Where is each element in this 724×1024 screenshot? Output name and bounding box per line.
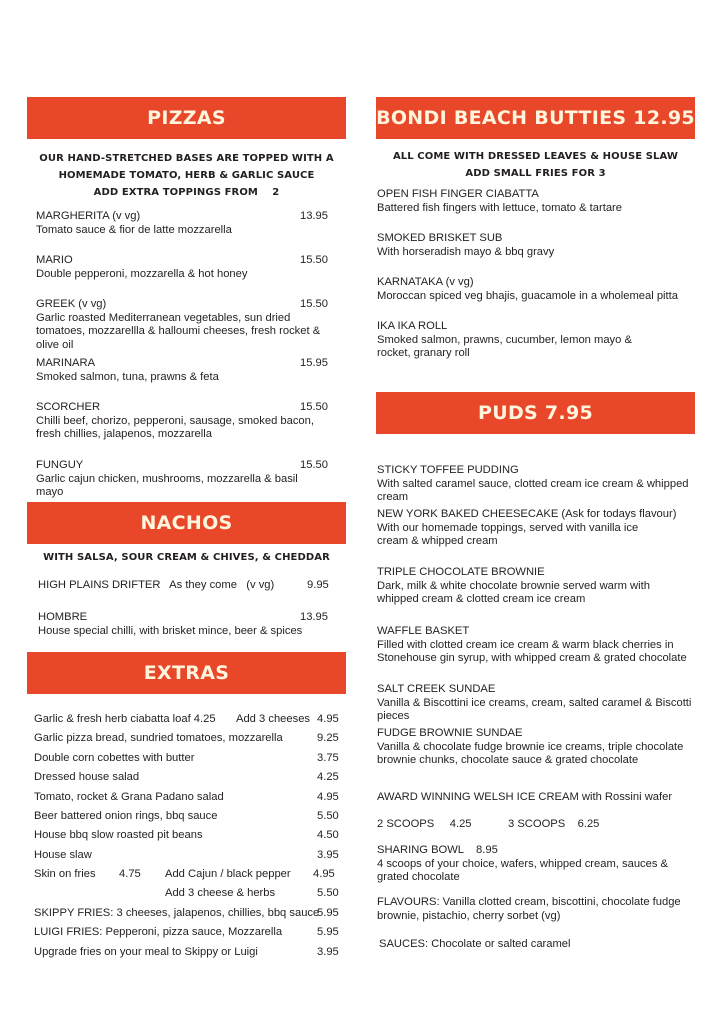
nacho-price: 9.95 [307, 579, 329, 591]
butty-desc: Moroccan spiced veg bhajis, guacamole in a wholemeal pitta [377, 289, 678, 302]
pud-desc: Filled with clotted cream ice cream & warm black cherries in Stonehouse gin syrup, with whipped cream & grated chocolate [377, 638, 687, 665]
extras-row-price: 4.25 [317, 771, 339, 783]
extras-row-base-price: 4.75 [119, 868, 141, 880]
butties-intro-line-1: ALL COME WITH DRESSED LEAVES & HOUSE SLAW [392, 151, 679, 162]
extras-row-label: Garlic pizza bread, sundried tomatoes, mozzarella [34, 732, 283, 744]
pizza-desc: Double pepperoni, mozzarella & hot honey [36, 267, 248, 280]
extras-row-price: 3.95 [317, 849, 339, 861]
pizza-price: 15.50 [300, 254, 328, 266]
extras-row-label: Dressed house salad [34, 771, 140, 783]
pizza-item [36, 357, 311, 384]
butty-title: SMOKED BRISKET SUB [377, 232, 503, 244]
extras-row-price: 4.95 [317, 791, 339, 803]
pizza-item [36, 210, 311, 237]
pizza-title: FUNGUY [36, 459, 84, 471]
pizza-price: 15.50 [300, 298, 328, 310]
extras-row-price: 5.50 [317, 810, 339, 822]
pud-title: NEW YORK BAKED CHEESECAKE (Ask for todays flavour) [377, 508, 677, 520]
extras-row-label: Double corn cobettes with butter [34, 752, 195, 764]
pizza-desc: Chilli beef, chorizo, pepperoni, sausage, smoked bacon, fresh chillies, jalapenos, mozzarella [36, 414, 314, 441]
pud-desc: Vanilla & chocolate fudge brownie ice creams, triple chocolate brownie chunks, chocolate sauce & grated chocolate [377, 740, 684, 767]
extras-row-price: 4.50 [317, 829, 339, 841]
pizza-price: 13.95 [300, 210, 328, 222]
pizza-desc: Garlic roasted Mediterranean vegetables, sun dried tomatoes, mozzarellla & halloumi cheeses, fresh rocket & olive oil [36, 311, 321, 351]
extras-row-addon: Add 3 cheese & herbs [165, 887, 276, 899]
pizza-title: MARIO [36, 254, 73, 266]
extras-row-price: 9.25 [317, 732, 339, 744]
pud-title: STICKY TOFFEE PUDDING [377, 464, 519, 476]
extras-row-label: SKIPPY FRIES: 3 cheeses, jalapenos, chillies, bbq sauce [34, 907, 320, 919]
butty-desc: With horseradish mayo & bbq gravy [377, 245, 555, 258]
pizza-price: 15.95 [300, 357, 328, 369]
pizza-price: 15.50 [300, 459, 328, 471]
extras-row-price: 3.95 [317, 946, 339, 958]
pud-item [377, 625, 692, 666]
butties-intro-line-2: ADD SMALL FRIES FOR 3 [465, 168, 606, 179]
extras-row-label: Beer battered onion rings, bbq sauce [34, 810, 218, 822]
pizza-title: MARGHERITA (v vg) [36, 210, 141, 222]
butties-heading: BONDI BEACH BUTTIES 12.95 [376, 107, 695, 129]
puds-banner [376, 392, 695, 434]
puds-heading: PUDS 7.95 [477, 402, 593, 424]
pizza-title: MARINARA [36, 357, 96, 369]
pizzas-banner [27, 97, 346, 139]
extras-row-label: Skin on fries [34, 868, 96, 880]
nachos-banner [27, 502, 346, 544]
nacho-item [38, 611, 318, 638]
extras-row-label: Garlic & fresh herb ciabatta loaf 4.25 [34, 713, 216, 725]
pud-title: WAFFLE BASKET [377, 625, 470, 637]
extras-row-addon: Add Cajun / black pepper [165, 868, 291, 880]
pud-item [377, 683, 697, 724]
pud-desc: With our homemade toppings, served with vanilla ice cream & whipped cream [377, 521, 639, 548]
butty-item [377, 232, 677, 259]
pud-title: FUDGE BROWNIE SUNDAE [377, 727, 523, 739]
extras-row-addon: Add 3 cheeses [236, 713, 311, 725]
pud-item [377, 508, 677, 549]
sharing-bowl-title: SHARING BOWL 8.95 [377, 844, 498, 856]
scoops-2: 2 SCOOPS 4.25 [377, 818, 472, 830]
butties-banner [376, 97, 695, 139]
butty-desc: Smoked salmon, prawns, cucumber, lemon mayo & rocket, granary roll [377, 333, 632, 360]
pud-item [377, 727, 697, 768]
nacho-title: HIGH PLAINS DRIFTER As they come (v vg) [38, 579, 275, 591]
extras-row-price: 5.95 [317, 907, 339, 919]
pud-title: TRIPLE CHOCOLATE BROWNIE [377, 566, 545, 578]
extras-row-price: 5.95 [317, 926, 339, 938]
pizzas-heading: PIZZAS [147, 107, 226, 129]
pizza-item [36, 254, 311, 281]
butty-title: OPEN FISH FINGER CIABATTA [377, 188, 539, 200]
pud-desc: With salted caramel sauce, clotted cream ice cream & whipped cream [377, 477, 689, 504]
pizza-item [36, 401, 316, 442]
pizzas-intro-line-3: ADD EXTRA TOPPINGS FROM 2 [93, 187, 280, 198]
pizza-item [36, 459, 326, 500]
nacho-item [38, 579, 308, 593]
pud-title: SALT CREEK SUNDAE [377, 683, 496, 695]
nacho-desc: House special chilli, with brisket mince, beer & spices [38, 624, 303, 637]
sharing-bowl [377, 844, 677, 885]
butty-item [377, 276, 687, 303]
pizza-desc: Tomato sauce & fior de latte mozzarella [36, 223, 232, 236]
ice-cream-sauces: SAUCES: Chocolate or salted caramel [379, 938, 571, 950]
pizza-title: GREEK (v vg) [36, 298, 107, 310]
pizza-title: SCORCHER [36, 401, 101, 413]
scoops-3: 3 SCOOPS 6.25 [508, 818, 600, 830]
nacho-title: HOMBRE [38, 611, 88, 623]
extras-row-price: 3.75 [317, 752, 339, 764]
nacho-price: 13.95 [300, 611, 328, 623]
extras-row-label: LUIGI FRIES: Pepperoni, pizza sauce, Mozzarella [34, 926, 283, 938]
nachos-intro: WITH SALSA, SOUR CREAM & CHIVES, & CHEDDAR [43, 552, 330, 563]
pizzas-intro-line-2: HOMEMADE TOMATO, HERB & GARLIC SAUCE [58, 170, 315, 181]
pizzas-intro [27, 150, 346, 201]
extras-row-label: House bbq slow roasted pit beans [34, 829, 203, 841]
butty-desc: Battered fish fingers with lettuce, tomato & tartare [377, 201, 622, 214]
extras-heading: EXTRAS [143, 662, 230, 684]
nachos-heading: NACHOS [140, 512, 233, 534]
butty-title: IKA IKA ROLL [377, 320, 448, 332]
pizza-desc: Garlic cajun chicken, mushrooms, mozzarella & basil mayo [36, 472, 298, 499]
pud-desc: Dark, milk & white chocolate brownie served warm with whipped cream & clotted cream ice cream [377, 579, 650, 606]
pud-item [377, 566, 677, 607]
pizza-price: 15.50 [300, 401, 328, 413]
pizza-item [36, 298, 321, 352]
extras-row-price: 4.95 [313, 868, 335, 880]
ice-cream-flavours: FLAVOURS: Vanilla clotted cream, biscottini, chocolate fudge brownie, pistachio, cherry sorbet (vg) [377, 896, 681, 922]
butty-item [377, 188, 677, 215]
extras-row-label: Tomato, rocket & Grana Padano salad [34, 791, 224, 803]
pud-desc: Vanilla & Biscottini ice creams, cream, salted caramel & Biscotti pieces [377, 696, 692, 723]
pizza-desc: Smoked salmon, tuna, prawns & feta [36, 370, 219, 383]
ice-cream-award: AWARD WINNING WELSH ICE CREAM with Rossini wafer [377, 791, 673, 803]
pizzas-intro-line-1: OUR HAND-STRETCHED BASES ARE TOPPED WITH A [39, 153, 334, 164]
pud-item [377, 464, 697, 505]
butty-item [377, 320, 652, 361]
extras-row-label: House slaw [34, 849, 92, 861]
butties-intro [376, 148, 695, 182]
extras-row-label: Upgrade fries on your meal to Skippy or Luigi [34, 946, 258, 958]
extras-row-price: 5.50 [317, 887, 339, 899]
extras-banner [27, 652, 346, 694]
sharing-bowl-desc: 4 scoops of your choice, wafers, whipped cream, sauces & grated chocolate [377, 857, 669, 884]
butty-title: KARNATAKA (v vg) [377, 276, 474, 288]
extras-row-price: 4.95 [317, 713, 339, 725]
